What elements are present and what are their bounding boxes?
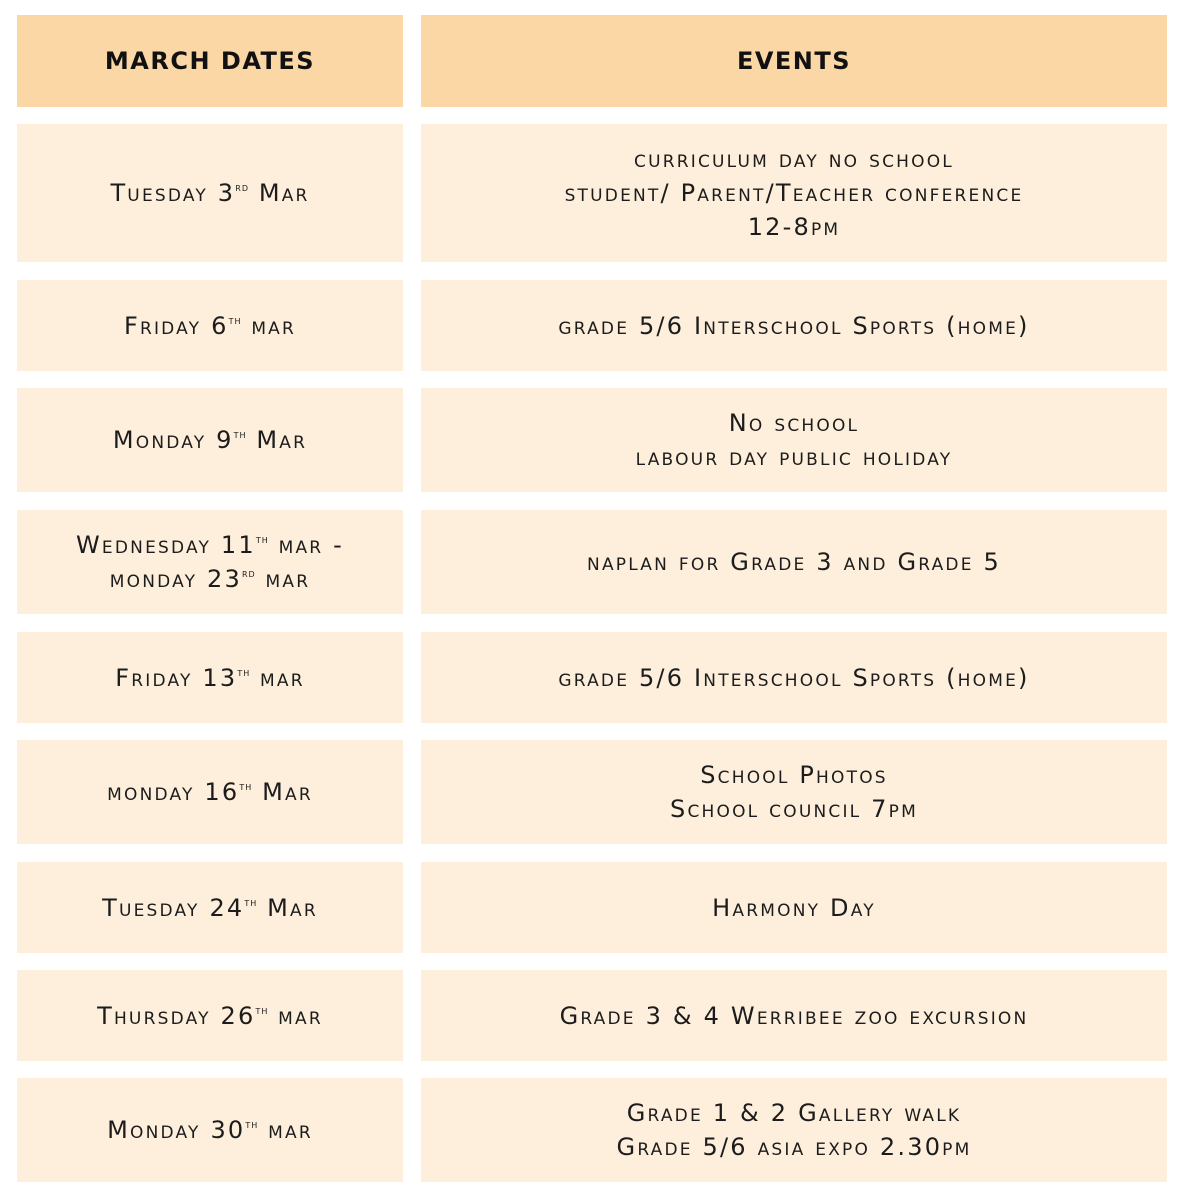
date-cell xyxy=(17,970,403,1061)
date-text: Monday 30 xyxy=(107,1116,246,1144)
date-line xyxy=(107,775,313,809)
event-cell xyxy=(421,740,1167,844)
date-cell xyxy=(17,124,403,262)
event-cell xyxy=(421,970,1167,1061)
header-dates-cell xyxy=(17,15,403,107)
event-line: student/ Parent/Teacher conference xyxy=(564,179,1024,207)
date-cell xyxy=(17,862,403,953)
event-line: grade 5/6 Interschool Sports (home) xyxy=(558,663,1030,692)
date-text: monday 23 xyxy=(109,565,242,593)
header-events-label: EVENTS xyxy=(736,47,852,75)
date-month: mar xyxy=(250,663,305,692)
event-cell xyxy=(421,510,1167,614)
event-line: Grade 1 & 2 Gallery walk xyxy=(626,1099,962,1127)
event-cell xyxy=(421,388,1167,492)
event-line: Grade 3 & 4 Werribee zoo excursion xyxy=(559,1001,1029,1030)
date-line xyxy=(113,423,307,457)
date-month: mar xyxy=(255,565,311,593)
date-ordinal-suffix: th xyxy=(245,1117,259,1131)
event-line: Grade 5/6 asia expo 2.30pm xyxy=(616,1133,972,1161)
date-line xyxy=(110,176,309,210)
date-line xyxy=(124,309,296,343)
date-month: Mar xyxy=(257,893,318,922)
date-ordinal-suffix: th xyxy=(233,427,247,441)
date-month: mar xyxy=(258,1116,313,1144)
date-text: Friday 6 xyxy=(123,311,229,340)
date-line xyxy=(110,562,310,596)
date-line xyxy=(97,999,323,1033)
event-cell xyxy=(421,280,1167,371)
event-line: No school xyxy=(728,409,860,437)
date-cell xyxy=(17,1078,403,1182)
date-month: mar xyxy=(241,311,297,340)
event-cell xyxy=(421,862,1167,953)
event-line: School Photos xyxy=(700,761,888,789)
date-text: Friday 13 xyxy=(115,663,238,692)
date-month: mar xyxy=(268,1001,323,1030)
date-month: Mar xyxy=(252,778,313,806)
event-cell xyxy=(421,632,1167,723)
event-line: curriculum day no school xyxy=(634,145,954,173)
date-text: Tuesday 3 xyxy=(110,179,236,207)
date-cell xyxy=(17,740,403,844)
date-text: Wednesday 11 xyxy=(75,531,256,559)
date-text: Thursday 26 xyxy=(97,1001,256,1030)
date-text: Tuesday 24 xyxy=(102,893,245,922)
date-ordinal-suffix: th xyxy=(239,779,253,793)
date-month: Mar xyxy=(248,179,310,207)
date-line xyxy=(115,661,305,695)
date-cell xyxy=(17,632,403,723)
event-line: labour day public holiday xyxy=(635,443,953,471)
date-ordinal-suffix: th xyxy=(228,312,242,327)
date-ordinal-suffix: th xyxy=(237,664,251,679)
date-cell xyxy=(17,388,403,492)
event-line: Harmony Day xyxy=(712,893,876,922)
date-ordinal-suffix: rd xyxy=(235,180,249,194)
header-events-cell xyxy=(421,15,1167,107)
date-ordinal-suffix: th xyxy=(255,532,269,546)
event-line: naplan for Grade 3 and Grade 5 xyxy=(587,548,1001,576)
date-cell xyxy=(17,280,403,371)
date-ordinal-suffix: th xyxy=(244,894,258,909)
date-month: Mar xyxy=(246,426,308,454)
date-ordinal-suffix: th xyxy=(255,1002,269,1017)
date-line xyxy=(76,528,344,562)
event-cell xyxy=(421,124,1167,262)
date-month: mar - xyxy=(268,531,344,559)
date-text: Monday 9 xyxy=(112,426,234,454)
event-line: School council 7pm xyxy=(670,795,918,823)
event-cell xyxy=(421,1078,1167,1182)
date-line xyxy=(102,891,318,925)
event-line: 12-8pm xyxy=(747,213,841,241)
date-text: monday 16 xyxy=(107,778,240,806)
date-line xyxy=(107,1113,313,1147)
date-ordinal-suffix: rd xyxy=(241,566,256,580)
header-dates-label: MARCH DATES xyxy=(104,47,316,75)
event-line: grade 5/6 Interschool Sports (home) xyxy=(558,311,1030,340)
date-cell xyxy=(17,510,403,614)
